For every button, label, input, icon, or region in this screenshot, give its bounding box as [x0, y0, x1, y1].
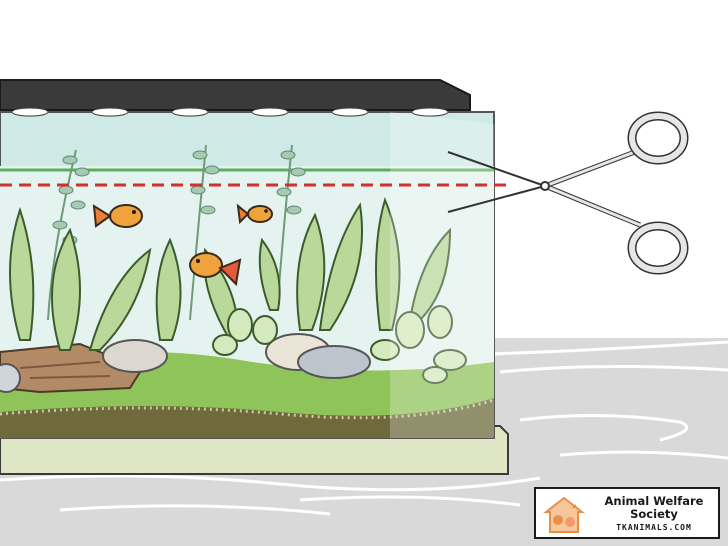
aquarium-lid [0, 80, 470, 116]
watermark-badge [534, 487, 720, 539]
house-pets-logo-icon [542, 494, 586, 534]
rock [298, 346, 370, 378]
aquarium-tank [0, 112, 494, 438]
badge-title: Animal Welfare Society [604, 494, 704, 521]
rock [0, 364, 20, 392]
badge-url[interactable]: TKANIMALS.COM [616, 523, 692, 532]
rock [103, 340, 167, 372]
